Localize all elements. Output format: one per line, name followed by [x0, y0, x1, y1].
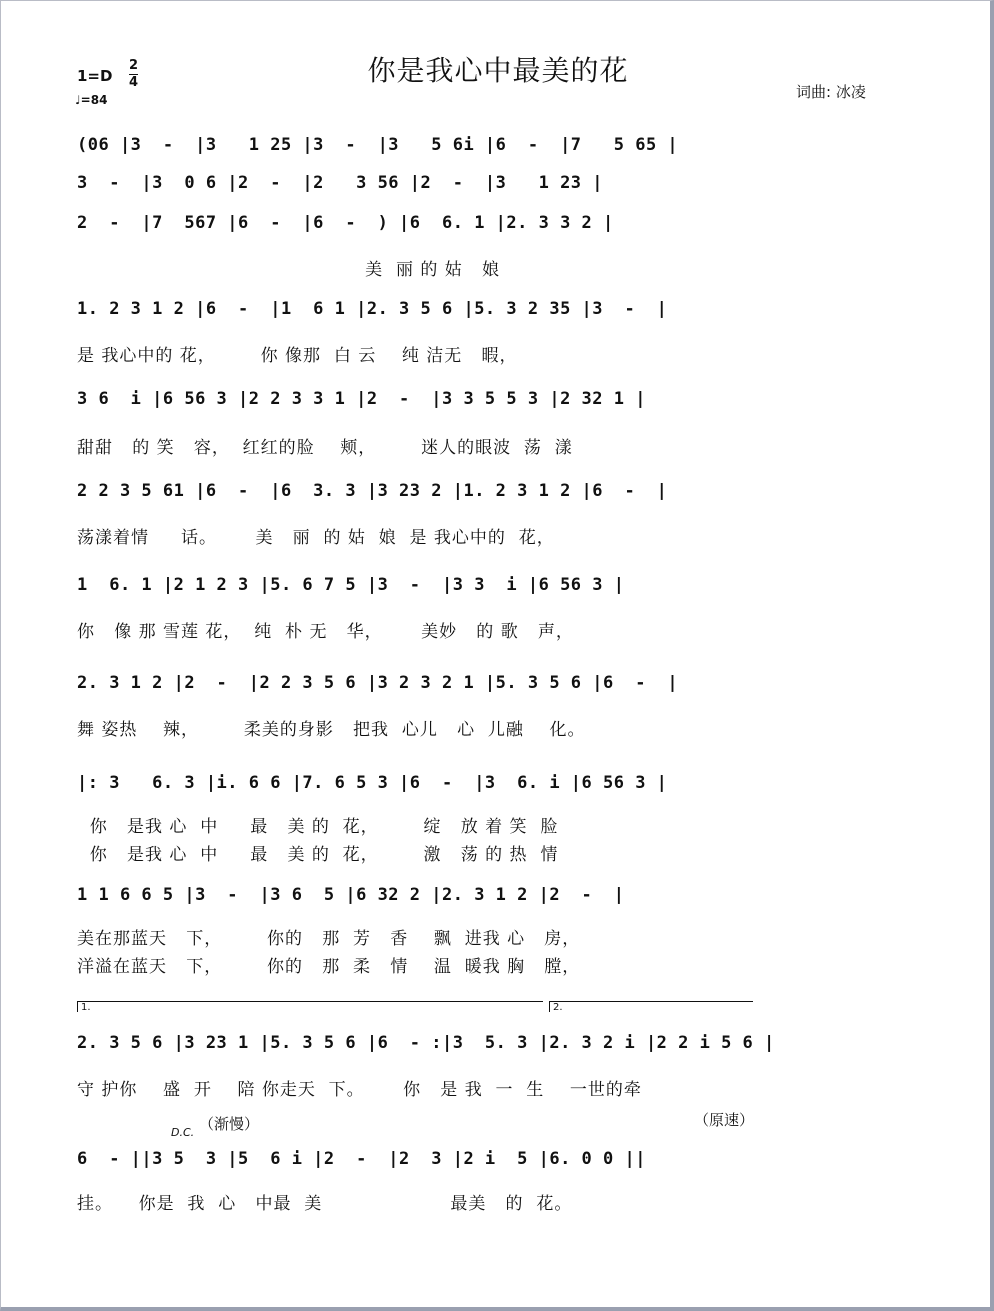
notation-row: (06 |3 - |3 1 25 |3 - |3 5 6i |6 - |7 5 65 |	[77, 135, 679, 155]
ritardando-mark: （渐慢）	[199, 1115, 260, 1133]
a-tempo-mark: （原速）	[694, 1111, 755, 1129]
notation-row: |: 3 6. 3 |i. 6 6 |7. 6 5 3 |6 - |3 6. i |6 56 3 |	[77, 773, 668, 793]
meter-bottom: 4	[129, 75, 139, 90]
notation-row: 3 - |3 0 6 |2 - |2 3 56 |2 - |3 1 23 |	[77, 173, 604, 193]
lyrics-row: 美 丽 的 姑 娘	[77, 260, 500, 280]
notation-row: 1 1 6 6 5 |3 - |3 6 5 |6 32 2 |2. 3 1 2 |2 - |	[77, 885, 625, 905]
lyrics-row: 挂。 你是 我 心 中最 美 最美 的 花。	[77, 1194, 573, 1214]
quarter-note-icon: ♩	[75, 93, 81, 107]
second-ending: 2.	[549, 1001, 753, 1012]
notation-row: 6 - ||3 5 3 |5 6 i |2 - |2 3 |2 i 5 |6. 0 0 ||	[77, 1149, 646, 1169]
lyrics-row: 荡漾着情 话。 美 丽 的 姑 娘 是 我心中的 花，	[77, 528, 555, 548]
notation-row: 1 6. 1 |2 1 2 3 |5. 6 7 5 |3 - |3 3 i |6 56 3 |	[77, 575, 625, 595]
time-signature	[129, 59, 138, 90]
notation-row: 2 - |7 567 |6 - |6 - ) |6 6. 1 |2. 3 3 2 |	[77, 213, 614, 233]
first-ending: 1.	[77, 1001, 543, 1012]
notation-row: 3 6 i |6 56 3 |2 2 3 3 1 |2 - |3 3 5 5 3 |2 32 1 |	[77, 389, 646, 409]
credit: 词曲: 冰凌	[796, 83, 866, 101]
tempo-value: =84	[80, 93, 108, 107]
lyrics-row: 甜甜 的 笑 容， 红红的脸 颊， 迷人的眼波 荡 漾	[77, 438, 573, 458]
notation-row: 2. 3 1 2 |2 - |2 2 3 5 6 |3 2 3 2 1 |5. 3 5 6 |6 - |	[77, 673, 679, 693]
notation-row: 1. 2 3 1 2 |6 - |1 6 1 |2. 3 5 6 |5. 3 2 35 |3 - |	[77, 299, 668, 319]
lyrics-row: 你 像 那 雪莲 花， 纯 朴 无 华， 美妙 的 歌 声，	[77, 622, 574, 642]
da-capo-mark: D.C.	[171, 1126, 195, 1139]
notation-row: 2. 3 5 6 |3 23 1 |5. 3 5 6 |6 - :|3 5. 3 |2. 3 2 i |2 2 i 5 6 |	[77, 1033, 775, 1053]
page-title: 你是我心中最美的花	[367, 54, 629, 87]
lyrics-row: 美在那蓝天 下， 你的 那 芳 香 飘 进我 心 房， 洋溢在蓝天 下， 你的 那 柔 情 温 暖我 胸 膛，	[77, 929, 581, 977]
lyrics-row: 守 护你 盛 开 陪 你走天 下。 你 是 我 一 生 一世的牵	[77, 1080, 642, 1100]
notation-row: 2 2 3 5 61 |6 - |6 3. 3 |3 23 2 |1. 2 3 1 2 |6 - |	[77, 481, 668, 501]
lyrics-row: 是 我心中的 花， 你 像那 白 云 纯 洁无 暇，	[77, 346, 518, 366]
lyrics-row: 你 是我 心 中 最 美 的 花， 绽 放 着 笑 脸 你 是我 心 中 最 美 的 花， 激 荡 的 热 情	[89, 817, 559, 865]
key-signature: 1=D	[77, 67, 113, 85]
meter-top: 2	[129, 58, 139, 73]
lyrics-row: 舞 姿热 辣， 柔美的身影 把我 心儿 心 儿融 化。	[77, 720, 586, 740]
tempo-marking	[75, 93, 107, 107]
